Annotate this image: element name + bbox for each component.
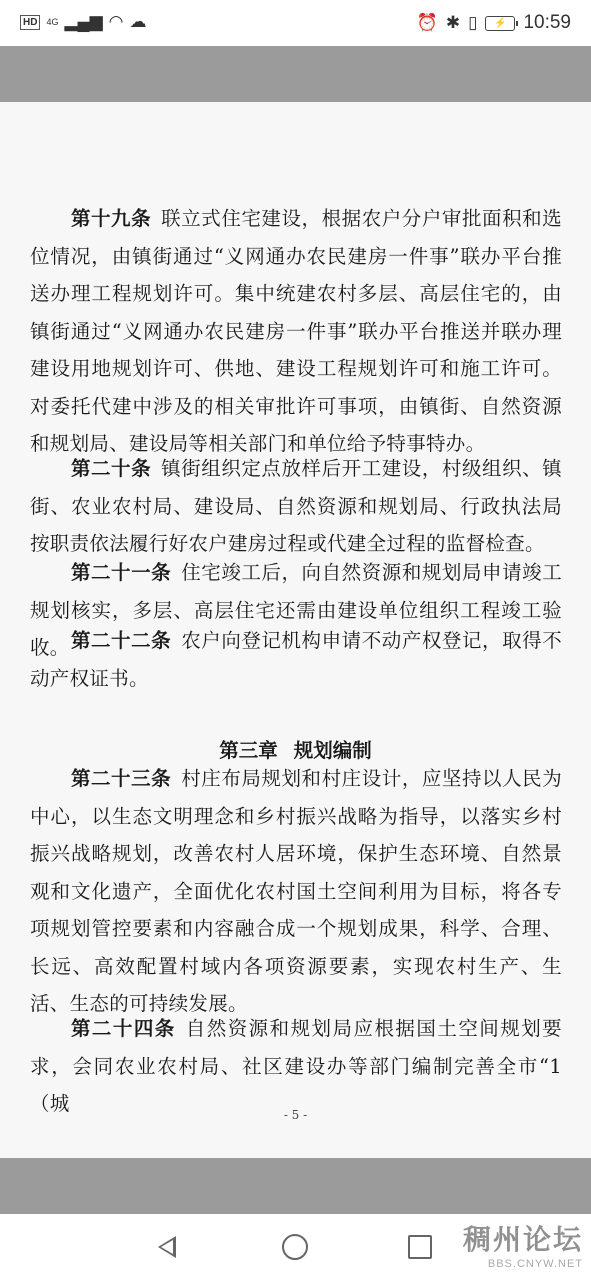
recent-apps-icon[interactable] bbox=[408, 1235, 432, 1259]
article-number: 第二十条 bbox=[70, 457, 152, 480]
bluetooth-icon: ✱ bbox=[445, 13, 461, 32]
article-23 bbox=[30, 760, 562, 1023]
document-page bbox=[0, 102, 591, 1158]
article-number: 第十九条 bbox=[70, 207, 152, 230]
article-text: 联立式住宅建设，根据农户分户审批面积和选位情况，由镇街通过“义网通办农民建房一件事”联办平台推送办理工程规划许可。集中统建农村多层、高层住宅的，由镇街通过“义网通办农民建房一件事”联办平台推送并联办理建设用地规划许可、供地、建设工程规划许可和施工许可。对委托代建中涉及的相关审批许可事项，由镇街、自然资源和规划局、建设局等相关部门和单位给予特事特办。 bbox=[30, 207, 562, 455]
watermark-title: 稠州论坛 bbox=[462, 1224, 583, 1255]
chapter-title: 规划编制 bbox=[293, 739, 372, 762]
signal-icon: ▂▄▆ bbox=[64, 12, 103, 31]
status-bar bbox=[0, 0, 591, 46]
article-text: 自然资源和规划局应根据国土空间规划要求，会同农业农村局、社区建设办等部门编制完善全市“1（城 bbox=[30, 1017, 562, 1115]
cloud-icon: ☁ bbox=[129, 12, 147, 31]
status-left bbox=[20, 12, 147, 32]
alarm-icon: ⏰ bbox=[416, 13, 438, 32]
chapter-number: 第三章 bbox=[219, 739, 278, 762]
article-22 bbox=[30, 622, 562, 697]
article-24 bbox=[30, 1010, 562, 1123]
watermark-url: BBS.CNYW.NET bbox=[487, 1258, 583, 1270]
back-icon[interactable] bbox=[158, 1236, 176, 1258]
article-number: 第二十三条 bbox=[70, 767, 172, 790]
article-number: 第二十一条 bbox=[70, 561, 172, 584]
viewer-top-bar bbox=[0, 46, 591, 102]
network-type: 4G bbox=[46, 16, 59, 27]
viewer-bottom-bar bbox=[0, 1158, 591, 1214]
battery-charging-icon: ⚡ bbox=[485, 16, 515, 31]
article-number: 第二十四条 bbox=[70, 1017, 176, 1040]
article-20 bbox=[30, 450, 562, 563]
article-19 bbox=[30, 200, 562, 463]
article-number: 第二十二条 bbox=[70, 629, 172, 652]
article-text: 村庄布局规划和村庄设计，应坚持以人民为中心，以生态文明理念和乡村振兴战略为指导，以落实乡村振兴战略规划，改善农村人居环境，保护生态环境、自然景观和文化遗产，全面优化农村国土空间利用为目标，将各专项规划管控要素和内容融合成一个规划成果，科学、合理、长远、高效配置村域内各项资源要素，实现农村生产、生活、生态的可持续发展。 bbox=[30, 767, 562, 1015]
article-text: 住宅竣工后，向自然资源和规划局申请竣工规划核实，多层、高层住宅还需由建设单位组织工程竣工验收。 bbox=[30, 561, 562, 659]
article-text: 农户向登记机构申请不动产权登记，取得不动产权证书。 bbox=[30, 629, 562, 690]
vibrate-icon: ▯ bbox=[468, 13, 478, 32]
chapter-heading bbox=[0, 735, 591, 763]
home-icon[interactable] bbox=[282, 1234, 308, 1260]
page-number: - 5 - bbox=[283, 1108, 308, 1122]
hd-icon: HD bbox=[20, 15, 40, 30]
watermark bbox=[463, 1218, 583, 1270]
status-right bbox=[417, 12, 571, 34]
article-text: 镇街组织定点放样后开工建设，村级组织、镇街、农业农村局、建设局、自然资源和规划局、行政执法局按职责依法履行好农户建房过程或代建全过程的监督检查。 bbox=[30, 457, 562, 555]
clock: 10:59 bbox=[523, 12, 571, 33]
wifi-icon: ◠ bbox=[108, 12, 124, 31]
